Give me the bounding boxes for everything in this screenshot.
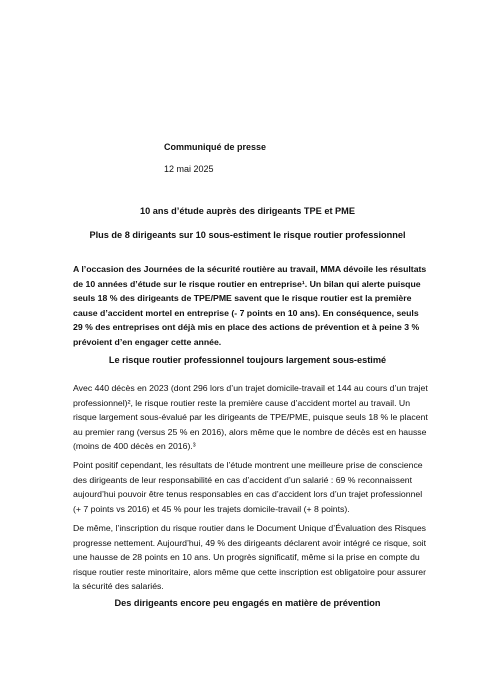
body-paragraph-3: De même, l’inscription du risque routier dans le Document Unique d’Évaluation des Risques progresse nettement. Aujourd’hui, 49 % des dirigeants déclarent avoir intégré ce risque, soit une hausse de 28 points en 10 ans. Un progrès significatif, même si la prise en compte du risque routier reste minoritaire, alors même que cette inscription est obligatoire pour assurer la sécurité des salariés. [73, 523, 427, 592]
section-heading-1: Le risque routier professionnel toujours largement sous-estimé [108, 355, 387, 365]
release-date: 12 mai 2025 [164, 164, 214, 174]
section-heading-2: Des dirigeants encore peu engagés en matière de prévention [114, 598, 381, 608]
document-type-label: Communiqué de presse [164, 142, 267, 152]
intro-paragraph: A l’occasion des Journées de la sécurité routière au travail, MMA dévoile les résultats de 10 années d’étude sur le risque routier en entreprise¹. Un bilan qui alerte puisque seuls 18 % des dirigeants de TPE/PME savent que le risque routier est la première cause d’accident mortel en entreprise (- 7 points en 10 ans). En conséquence, seuls 29 % des entreprises ont déjà mis en place des actions de prévention et à peine 3 % prévoient d’en engager cette année. [73, 264, 427, 347]
body-paragraph-2: Point positif cependant, les résultats de l’étude montrent une meilleure prise de conscience des dirigeants de leur responsabilité en cas d’accident d’un salarié : 69 % reconnaissent aujourd’hui pouvoir être tenus responsables en cas d’accident lors d’un trajet professionnel (+ 7 points vs 2016) et 45 % pour les trajets domicile-travail (+ 8 points). [73, 460, 423, 514]
title-line-2: Plus de 8 dirigeants sur 10 sous-estiment le risque routier professionnel [89, 230, 406, 240]
body-paragraph-1: Avec 440 décès en 2023 (dont 296 lors d’un trajet domicile-travail et 144 au cours d’un trajet professionnel)², le risque routier reste la première cause d’accident mortel au travail. Un risque largement sous-évalué par les dirigeants de TPE/PME, puisque seuls 18 % le placent au premier rang (versus 25 % en 2016), alors même que le nombre de décès est en hausse (moins de 400 décès en 2016).³ [73, 383, 428, 452]
title-line-1: 10 ans d’étude auprès des dirigeants TPE et PME [140, 206, 355, 216]
